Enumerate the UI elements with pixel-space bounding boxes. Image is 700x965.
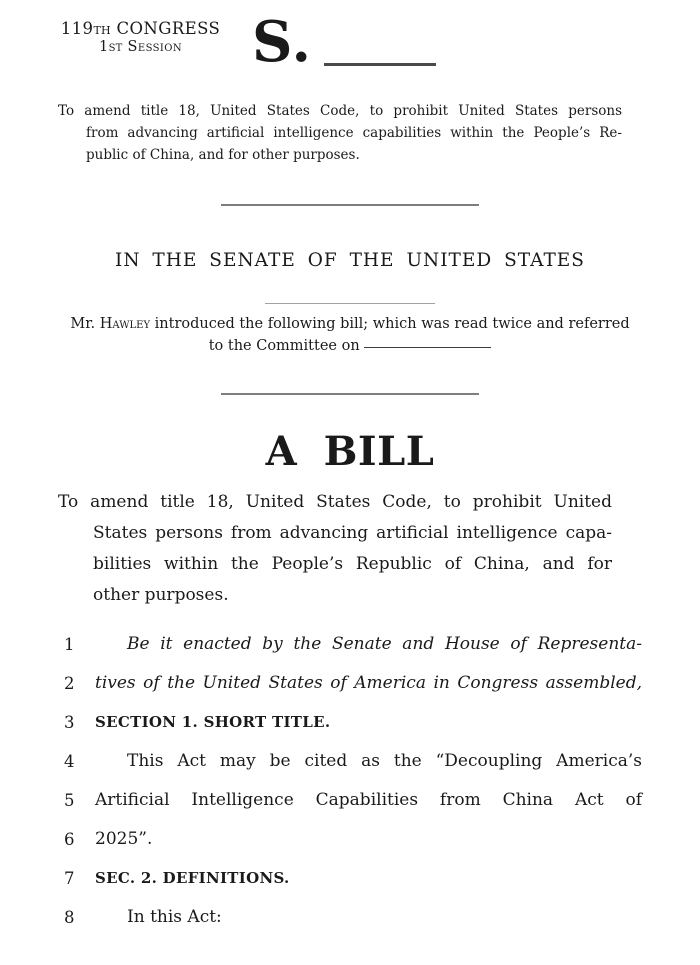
- preamble-line: from advancing artificial intelligence capabilities within the People’s Re-: [86, 125, 622, 141]
- bill-text-line: [58, 742, 642, 781]
- line-number: 1: [64, 635, 75, 654]
- line-text: This Act may be cited as the “Decoupling America’s: [127, 751, 642, 771]
- line-number: 4: [64, 752, 75, 771]
- divider-rule-thin: [265, 303, 435, 304]
- long-title-line: States persons from advancing artificial intelligence capa-: [93, 523, 612, 543]
- congress-session-block: [58, 20, 223, 56]
- bill-text-line: [58, 820, 642, 859]
- divider-rule-bottom: [221, 393, 479, 395]
- sponsor-prefix: Mr.: [70, 316, 100, 332]
- divider-rule-top: [221, 204, 479, 206]
- long-title: [58, 487, 612, 611]
- line-number: 6: [64, 830, 75, 849]
- line-text: Be it enacted by the Senate and House of Representa-: [127, 634, 642, 654]
- session-ordinal: ST: [108, 42, 123, 54]
- bill-section-heading: [58, 703, 642, 742]
- bill-section-heading: [58, 859, 642, 898]
- line-number: 3: [64, 713, 75, 732]
- long-title-line: other purposes.: [93, 585, 229, 605]
- line-number: 5: [64, 791, 75, 810]
- line-text: 2025”.: [95, 829, 153, 849]
- bill-heading: A BILL: [265, 428, 435, 475]
- line-text: Artificial Intelligence Capabilities from China Act of: [95, 790, 642, 810]
- line-number: 2: [64, 674, 75, 693]
- line-text: In this Act:: [127, 907, 222, 927]
- congress-word-text: CONGRESS: [116, 19, 221, 38]
- introduction-line1: [35, 313, 665, 335]
- introduction-paragraph: [35, 313, 665, 357]
- preamble: [58, 100, 622, 166]
- long-title-line: bilities within the People’s Republic of China, and for: [93, 554, 612, 574]
- bill-letter: S.: [252, 9, 312, 75]
- bill-text-line: [58, 781, 642, 820]
- session-number: 1: [98, 38, 109, 55]
- line-text: SEC. 2. DEFINITIONS.: [95, 869, 290, 887]
- bill-text-line: [58, 898, 642, 937]
- preamble-line: public of China, and for other purposes.: [86, 147, 360, 163]
- session-word: Session: [127, 38, 183, 55]
- bill-body: [58, 625, 642, 937]
- long-title-line: To amend title 18, United States Code, to prohibit United: [58, 492, 612, 512]
- introduction-line2: [35, 335, 665, 357]
- line-number: 7: [64, 869, 75, 888]
- bill-text-line: [58, 625, 642, 664]
- committee-text: to the Committee on: [208, 338, 365, 354]
- introduction-rest: introduced the following bill; which was read twice and referred: [150, 316, 630, 332]
- congress-line: [58, 20, 223, 39]
- sponsor-name: Hawley: [99, 316, 151, 332]
- senate-heading: IN THE SENATE OF THE UNITED STATES: [115, 250, 585, 271]
- line-text: tives of the United States of America in Congress assembled,: [95, 673, 642, 693]
- preamble-line: To amend title 18, United States Code, to prohibit United States persons: [58, 103, 622, 119]
- session-line: [58, 39, 223, 56]
- congress-number: 119: [60, 19, 94, 38]
- bill-text-line: [58, 664, 642, 703]
- line-number: 8: [64, 908, 75, 927]
- bill-number: [252, 9, 436, 75]
- congress-ordinal: TH: [93, 24, 111, 37]
- committee-blank-line: [364, 347, 491, 348]
- line-text: SECTION 1. SHORT TITLE.: [95, 713, 331, 731]
- bill-number-blank-line: [324, 63, 436, 66]
